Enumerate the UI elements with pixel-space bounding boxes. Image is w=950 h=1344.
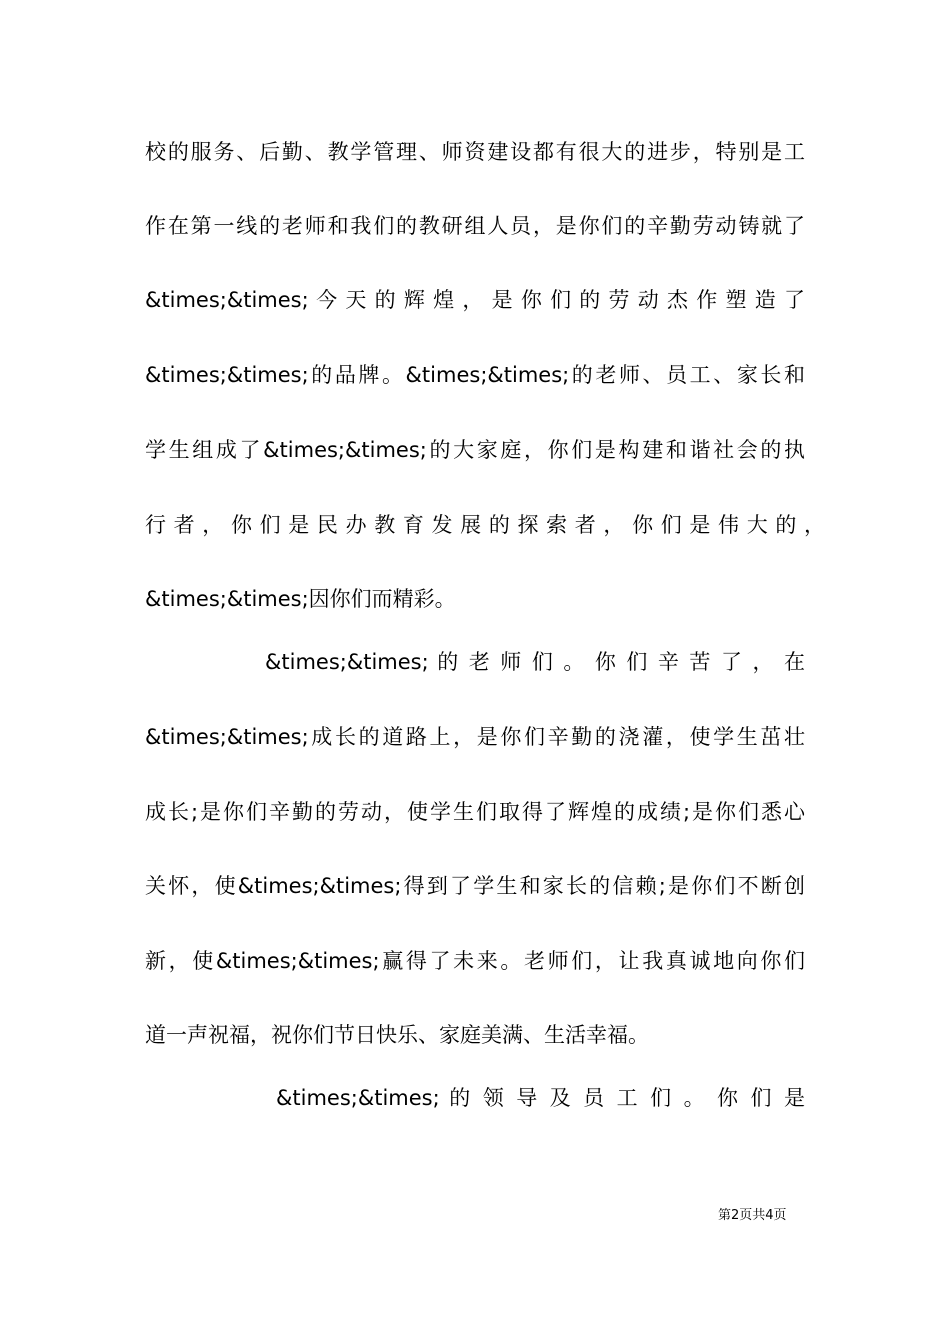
text-line: &times;&times;因你们而精彩。 xyxy=(145,587,456,611)
text-line: 道一声祝福，祝你们节日快乐、家庭美满、生活幸福。 xyxy=(145,1023,649,1047)
paragraph-first-line: &times;&times; 的 领 导 及 员 工 们 。 你 们 是 xyxy=(276,1086,805,1110)
text-line: 成长;是你们辛勤的劳动，使学生们取得了辉煌的成绩;是你们悉心 xyxy=(145,800,805,824)
paragraph-first-line: &times;&times; 的 老 师 们 。 你 们 辛 苦 了 ， 在 xyxy=(265,650,805,674)
text-line: 校的服务、后勤、教学管理、师资建设都有很大的进步，特别是工 xyxy=(145,140,805,164)
text-line: 行 者 ， 你 们 是 民 办 教 育 发 展 的 探 索 者 ， 你 们 是 伟 大 的 ， xyxy=(145,513,825,537)
text-line: 作在第一线的老师和我们的教研组人员，是你们的辛勤劳动铸就了 xyxy=(145,214,805,238)
text-line: &times;&times;成长的道路上，是你们辛勤的浇灌，使学生茁壮 xyxy=(145,725,805,749)
text-line: 新，使&times;&times;赢得了未来。老师们，让我真诚地向你们 xyxy=(145,949,805,973)
text-line: &times;&times;的品牌。&times;&times;的老师、员工、家长和 xyxy=(145,363,805,387)
text-line: 学生组成了&times;&times;的大家庭，你们是构建和谐社会的执 xyxy=(145,438,805,462)
text-line: 关怀，使&times;&times;得到了学生和家长的信赖;是你们不断创 xyxy=(145,874,805,898)
page-number: 第2页共4页 xyxy=(718,1208,787,1223)
text-line: &times;&times; 今 天 的 辉 煌 ， 是 你 们 的 劳 动 杰 作 塑 造 了 xyxy=(145,288,805,312)
